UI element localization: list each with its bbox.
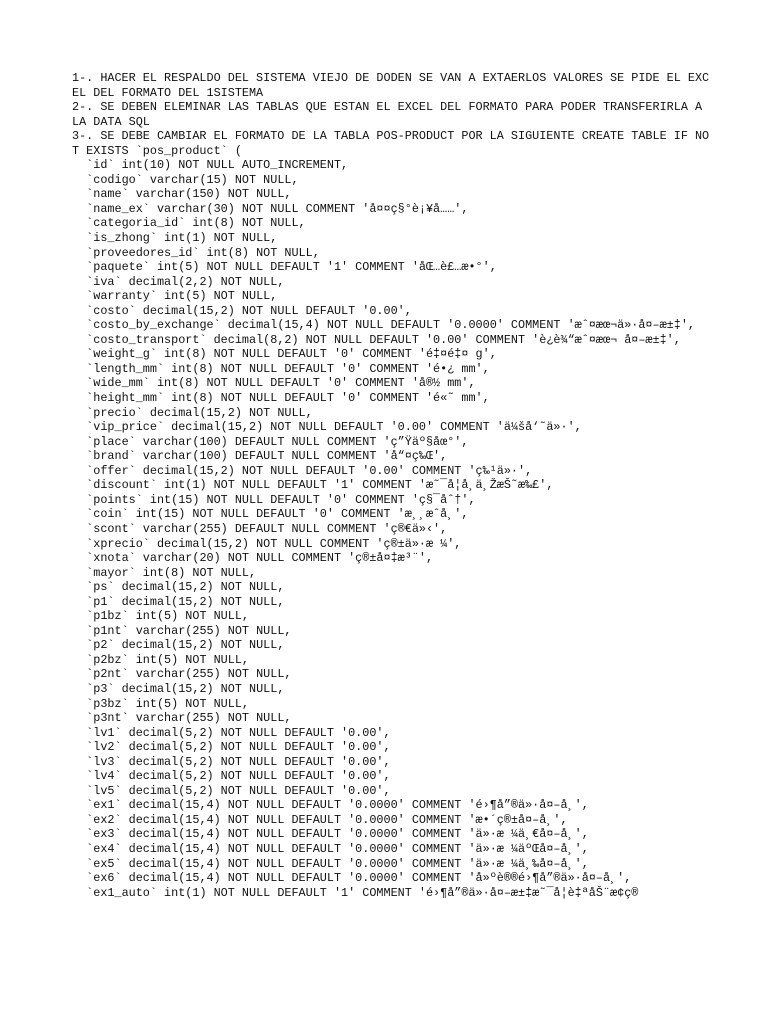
document-line: `codigo` varchar(15) NOT NULL, bbox=[72, 172, 299, 187]
document-line: `is_zhong` int(1) NOT NULL, bbox=[72, 231, 278, 246]
document-line: `warranty` int(5) NOT NULL, bbox=[72, 289, 278, 304]
document-line: `iva` decimal(2,2) NOT NULL, bbox=[72, 274, 285, 289]
document-line: `ex1` decimal(15,4) NOT NULL DEFAULT '0.0000' COMMENT 'é›¶å”®ä»·å¤–å¸', bbox=[72, 798, 589, 813]
document-line: `xnota` varchar(20) NOT NULL COMMENT 'ç®±å¤‡æ³¨', bbox=[72, 551, 434, 566]
document-line: `length_mm` int(8) NOT NULL DEFAULT '0' COMMENT 'é•¿ mm', bbox=[72, 361, 490, 376]
document-line: `p1` decimal(15,2) NOT NULL, bbox=[72, 594, 285, 609]
document-line: `coin` int(15) NOT NULL DEFAULT '0' COMMENT 'æ¸¸æˆå¸', bbox=[72, 507, 469, 522]
document-line: `lv1` decimal(5,2) NOT NULL DEFAULT '0.00', bbox=[72, 725, 391, 740]
document-line: `ps` decimal(15,2) NOT NULL, bbox=[72, 580, 285, 595]
document-line: `lv4` decimal(5,2) NOT NULL DEFAULT '0.00', bbox=[72, 769, 391, 784]
document-line: `p1bz` int(5) NOT NULL, bbox=[72, 609, 249, 624]
document-line: `ex6` decimal(15,4) NOT NULL DEFAULT '0.0000' COMMENT 'å»ºè®®é›¶å”®ä»·å¤–å¸', bbox=[72, 871, 632, 886]
document-line: `discount` int(1) NOT NULL DEFAULT '1' COMMENT 'æ˜¯å¦å¸ä¸ŽæŠ˜æ‰£', bbox=[72, 478, 554, 493]
document-line: `height_mm` int(8) NOT NULL DEFAULT '0' COMMENT 'é«˜ mm', bbox=[72, 391, 490, 406]
document-body bbox=[72, 71, 712, 900]
document-line: `paquete` int(5) NOT NULL DEFAULT '1' COMMENT 'åŒ…è£…æ•°', bbox=[72, 260, 497, 275]
document-line: `ex4` decimal(15,4) NOT NULL DEFAULT '0.0000' COMMENT 'ä»·æ ¼äºŒå¤–å¸', bbox=[72, 841, 589, 856]
document-line: 3-. SE DEBE CAMBIAR EL FORMATO DE LA TABLA POS-PRODUCT POR LA SIGUIENTE CREATE TABLE IF NOT EXISTS `pos_product` ( bbox=[72, 129, 710, 158]
document-line: `p3bz` int(5) NOT NULL, bbox=[72, 696, 249, 711]
document-line: `lv3` decimal(5,2) NOT NULL DEFAULT '0.00', bbox=[72, 754, 391, 769]
document-line: `wide_mm` int(8) NOT NULL DEFAULT '0' COMMENT 'å®½ mm', bbox=[72, 376, 476, 391]
document-line: `scont` varchar(255) DEFAULT NULL COMMENT 'ç®€ä»‹', bbox=[72, 521, 448, 536]
document-line: `p2nt` varchar(255) NOT NULL, bbox=[72, 667, 292, 682]
document-line: `name` varchar(150) NOT NULL, bbox=[72, 187, 292, 202]
document-line: `weight_g` int(8) NOT NULL DEFAULT '0' COMMENT 'é‡¤é‡¤ g', bbox=[72, 347, 497, 362]
document-line: `categoria_id` int(8) NOT NULL, bbox=[72, 216, 306, 231]
document-line: `offer` decimal(15,2) NOT NULL DEFAULT '0.00' COMMENT 'ç‰¹ä»·', bbox=[72, 463, 533, 478]
document-line: `costo_by_exchange` decimal(15,4) NOT NULL DEFAULT '0.0000' COMMENT 'æˆ¤æœ¬ä»·å¤–æ±‡', bbox=[72, 318, 695, 333]
document-line: `place` varchar(100) DEFAULT NULL COMMENT 'ç”Ÿäº§åœ°', bbox=[72, 434, 469, 449]
document-line: `costo_transport` decimal(8,2) NOT NULL DEFAULT '0.00' COMMENT 'è¿è¾“æˆ¤æœ¬ å¤–æ±‡', bbox=[72, 332, 681, 347]
document-line: `p2` decimal(15,2) NOT NULL, bbox=[72, 638, 285, 653]
document-line: 2-. SE DEBEN ELEMINAR LAS TABLAS QUE ESTAN EL EXCEL DEL FORMATO PARA PODER TRANSFERIRLA A LA DATA SQL bbox=[72, 100, 710, 129]
document-line: `mayor` int(8) NOT NULL, bbox=[72, 565, 257, 580]
document-line: `lv5` decimal(5,2) NOT NULL DEFAULT '0.00', bbox=[72, 783, 391, 798]
document-line: `p3nt` varchar(255) NOT NULL, bbox=[72, 711, 292, 726]
document-line: `costo` decimal(15,2) NOT NULL DEFAULT '0.00', bbox=[72, 303, 412, 318]
document-line: `brand` varchar(100) DEFAULT NULL COMMENT 'å“¤ç‰Œ', bbox=[72, 449, 448, 464]
document-line: `ex2` decimal(15,4) NOT NULL DEFAULT '0.0000' COMMENT 'æ•´ç®±å¤–å¸', bbox=[72, 812, 568, 827]
document-line: `p2bz` int(5) NOT NULL, bbox=[72, 652, 249, 667]
document-line: `proveedores_id` int(8) NOT NULL, bbox=[72, 245, 320, 260]
document-line: `points` int(15) NOT NULL DEFAULT '0' COMMENT 'ç§¯åˆ†', bbox=[72, 492, 476, 507]
document-line: 1-. HACER EL RESPALDO DEL SISTEMA VIEJO DE DODEN SE VAN A EXTAERLOS VALORES SE PIDE EL EXCEL DEL FORMATO DEL 1SISTEMA bbox=[72, 71, 710, 100]
document-line: `xprecio` decimal(15,2) NOT NULL COMMENT 'ç®±ä»·æ ¼', bbox=[72, 536, 462, 551]
document-line: `name_ex` varchar(30) NOT NULL COMMENT 'å¤¤ç§°è¡¥å……', bbox=[72, 201, 469, 216]
document-line: `id` int(10) NOT NULL AUTO_INCREMENT, bbox=[72, 158, 349, 173]
document-line: `p1nt` varchar(255) NOT NULL, bbox=[72, 623, 292, 638]
document-line: `ex5` decimal(15,4) NOT NULL DEFAULT '0.0000' COMMENT 'ä»·æ ¼ä¸‰å¤–å¸', bbox=[72, 856, 589, 871]
document-line: `ex1_auto` int(1) NOT NULL DEFAULT '1' COMMENT 'é›¶å”®ä»·å¤–æ±‡æ˜¯å¦è‡ªåŠ¨æ¢ç® bbox=[72, 885, 639, 900]
document-line: `lv2` decimal(5,2) NOT NULL DEFAULT '0.00', bbox=[72, 740, 391, 755]
document-line: `precio` decimal(15,2) NOT NULL, bbox=[72, 405, 313, 420]
document-line: `p3` decimal(15,2) NOT NULL, bbox=[72, 681, 285, 696]
document-line: `ex3` decimal(15,4) NOT NULL DEFAULT '0.0000' COMMENT 'ä»·æ ¼ä¸€å¤–å¸', bbox=[72, 827, 589, 842]
document-line: `vip_price` decimal(15,2) NOT NULL DEFAULT '0.00' COMMENT 'ä¼šå‘˜ä»·', bbox=[72, 420, 582, 435]
